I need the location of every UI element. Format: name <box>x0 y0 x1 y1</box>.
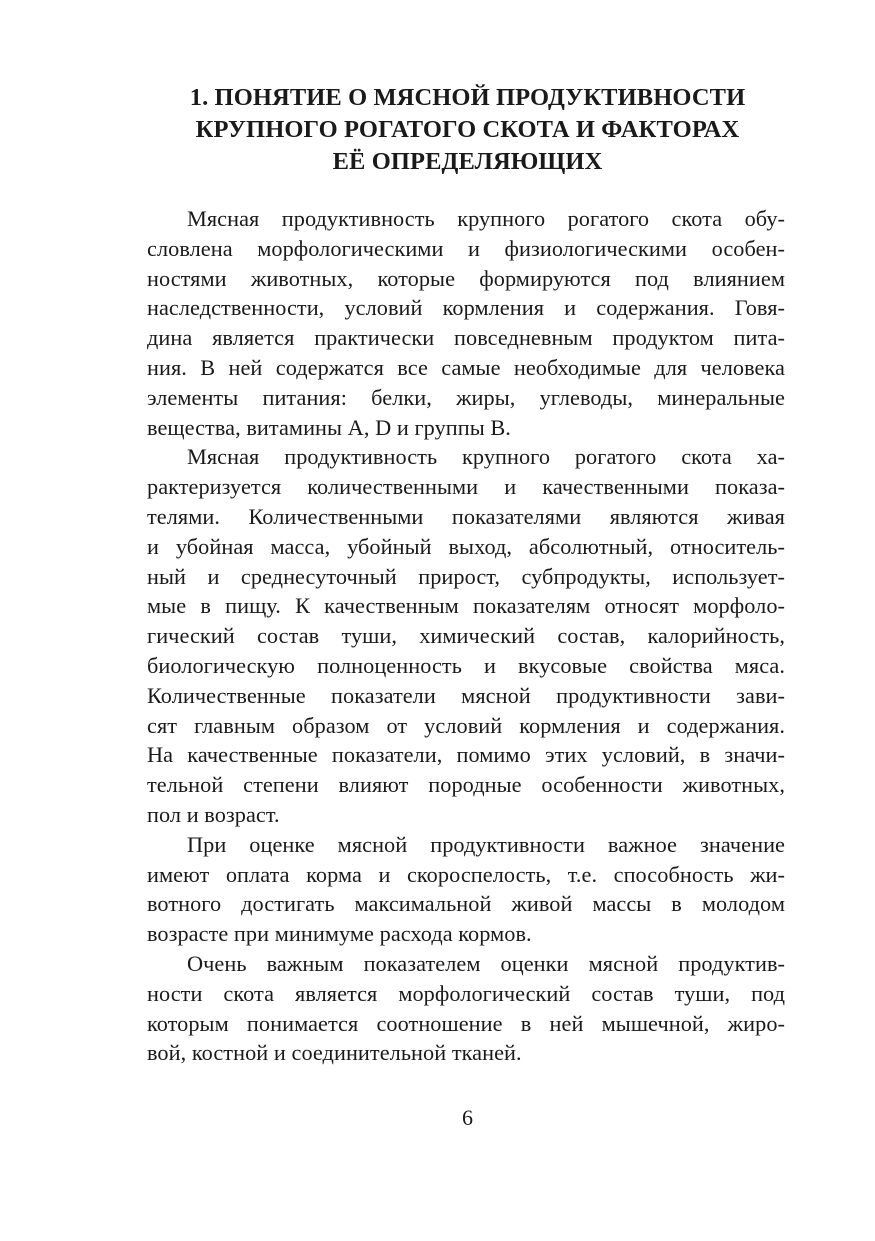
chapter-title-line: ЕЁ ОПРЕДЕЛЯЮЩИХ <box>332 148 603 175</box>
text-line: возрасте при минимуме расхода кормов. <box>147 921 532 947</box>
text-line: ный и среднесуточный прирост, субпродукты, использует- <box>147 563 785 589</box>
text-line: ности скота является морфологический состав туши, под <box>147 980 785 1006</box>
text-line: Мясная продуктивность крупного рогатого скота ха- <box>187 444 785 470</box>
text-line: ния. В ней содержатся все самые необходимые для человека <box>147 354 785 380</box>
text-line: гический состав туши, химический состав, калорийность, <box>147 623 785 649</box>
text-line: рактеризуется количественными и качественными показа- <box>147 474 785 500</box>
text-line: имеют оплата корма и скороспелость, т.е. способность жи- <box>147 861 785 887</box>
paragraph-4 <box>147 949 785 1068</box>
text-line: вещества, витамины A, D и группы B. <box>147 414 511 440</box>
text-line: элементы питания: белки, жиры, углеводы, минеральные <box>147 384 785 410</box>
text-line: На качественные показатели, помимо этих условий, в значи- <box>147 742 785 768</box>
text-line: При оценке мясной продуктивности важное значение <box>187 831 785 857</box>
text-line: тельной степени влияют породные особенности животных, <box>147 772 785 798</box>
text-line: наследственности, условий кормления и содержания. Говя- <box>147 295 785 321</box>
page-number: 6 <box>462 1105 473 1130</box>
text-line: вотного достигать максимальной живой массы в молодом <box>147 891 785 917</box>
chapter-title <box>150 82 785 178</box>
text-line: словлена морфологическими и физиологическими особен- <box>147 235 785 261</box>
text-line: Количественные показатели мясной продуктивности зави- <box>147 682 785 708</box>
text-line: дина является практически повседневным продуктом пита- <box>147 325 785 351</box>
text-line: мые в пищу. К качественным показателям относят морфоло- <box>147 593 785 619</box>
chapter-title-line: КРУПНОГО РОГАТОГО СКОТА И ФАКТОРАХ <box>195 116 740 143</box>
chapter-title-line: 1. ПОНЯТИЕ О МЯСНОЙ ПРОДУКТИВНОСТИ <box>189 84 746 111</box>
text-line: и убойная масса, убойный выход, абсолютный, относитель- <box>147 533 785 559</box>
text-line: которым понимается соотношение в ней мышечной, жиро- <box>147 1010 785 1036</box>
body-text <box>147 204 785 1068</box>
text-line: телями. Количественными показателями являются живая <box>147 503 785 529</box>
text-line: ностями животных, которые формируются под влиянием <box>147 265 785 291</box>
text-line: Очень важным показателем оценки мясной продуктив- <box>187 950 785 976</box>
text-line: биологическую полноценность и вкусовые свойства мяса. <box>147 652 785 678</box>
text-line: пол и возраст. <box>147 801 280 827</box>
text-line: Мясная продуктивность крупного рогатого скота обу- <box>187 206 785 231</box>
text-line: сят главным образом от условий кормления и содержания. <box>147 712 785 738</box>
paragraph-1 <box>147 204 785 442</box>
text-line: вой, костной и соединительной тканей. <box>147 1040 522 1066</box>
paragraph-2 <box>147 442 785 829</box>
paragraph-3 <box>147 830 785 949</box>
